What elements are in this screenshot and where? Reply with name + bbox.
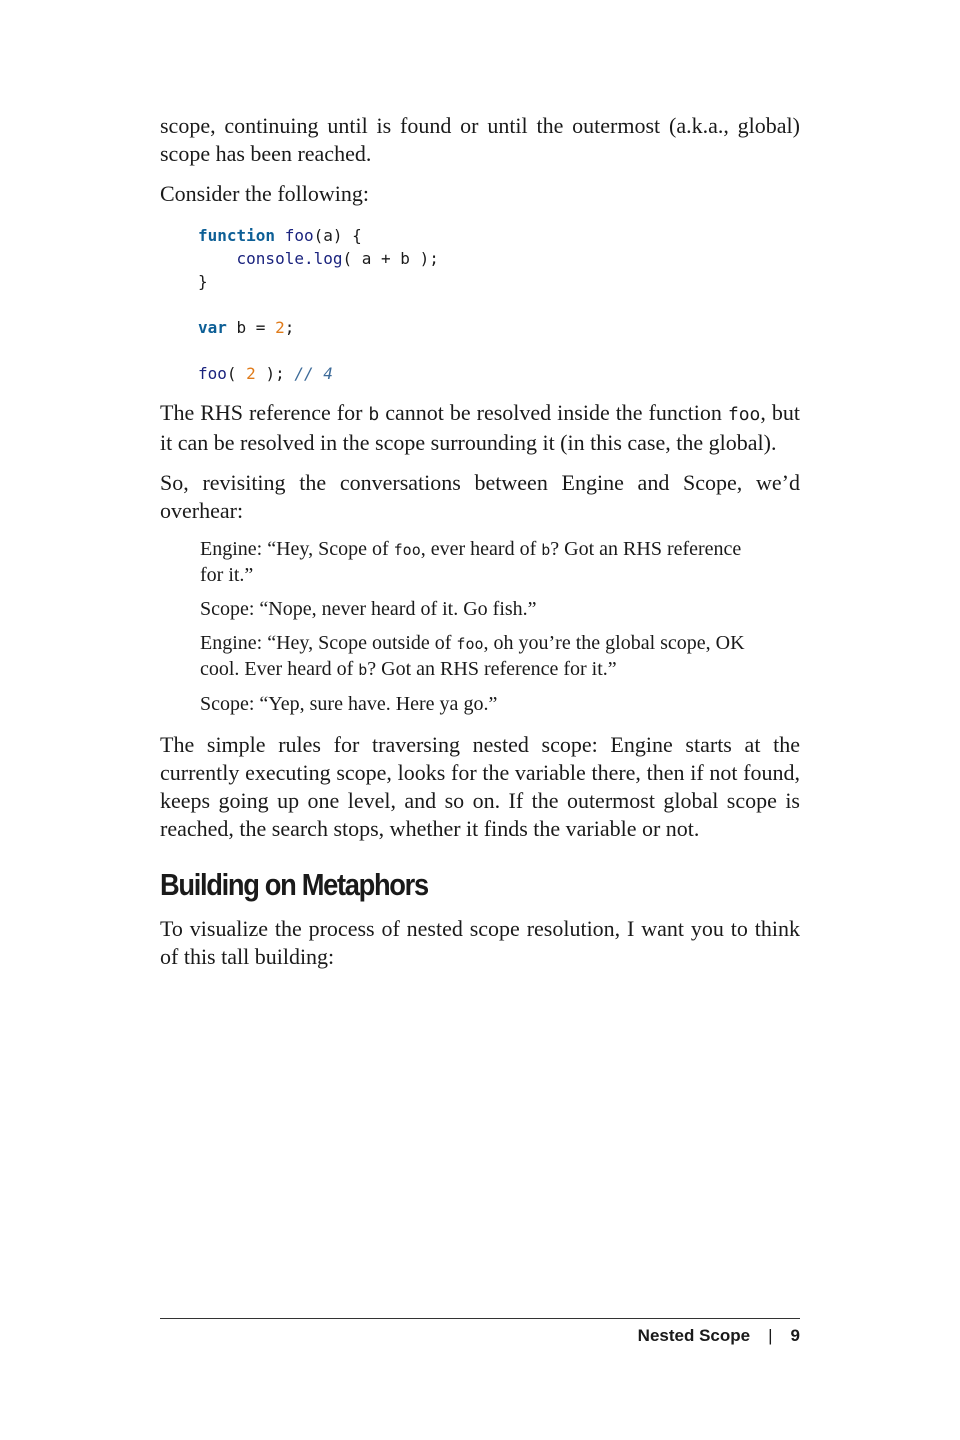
footer-section-title: Nested Scope: [637, 1326, 751, 1345]
text: ? Got an RHS reference for it.”: [200, 538, 742, 586]
footer-separator: |: [768, 1326, 773, 1345]
text: Engine: “Hey, Scope outside of: [200, 632, 457, 654]
code-keyword: function: [198, 226, 276, 245]
text: Engine: “Hey, Scope of: [200, 538, 394, 560]
dialog-line: Scope: “Nope, never heard of it. Go fish.”: [200, 598, 537, 620]
dialog-line: Scope: “Yep, sure have. Here ya go.”: [200, 693, 498, 715]
page-number: 9: [790, 1326, 800, 1345]
inline-code: b: [358, 661, 368, 679]
code-text: ( a + b );: [342, 249, 439, 268]
page-footer: [638, 1326, 800, 1346]
code-block: [198, 224, 800, 385]
paragraph: [160, 399, 800, 457]
code-function-name: foo: [198, 364, 227, 383]
footer-divider: [160, 1318, 800, 1319]
code-text: );: [255, 364, 295, 383]
inline-code: foo: [456, 635, 484, 653]
inline-code: b: [541, 541, 551, 559]
code-comment: // 4: [294, 364, 333, 383]
text: ? Got an RHS reference for it.”: [367, 658, 617, 680]
paragraph: scope, continuing until is found or until the outermost (a.k.a., global) scope has been reached.: [160, 113, 800, 166]
code-indent: [198, 249, 237, 268]
text: , oh you’re the global scope, OK cool. Ever heard of: [200, 632, 745, 680]
paragraph: To visualize the process of nested scope resolution, I want you to think of this tall building:: [160, 916, 800, 969]
code-text: (: [226, 364, 247, 383]
code-call: console.log: [236, 249, 343, 268]
inline-code: b: [368, 404, 380, 425]
text: cannot be resolved inside the function: [379, 400, 728, 425]
code-text: ;: [284, 318, 295, 337]
inline-code: foo: [727, 404, 761, 425]
code-number: 2: [246, 364, 256, 383]
text: , but it can be resolved in the scope surrounding it (in this case, the global).: [160, 400, 800, 455]
code-function-name: foo: [284, 226, 314, 245]
section-heading: Building on Metaphors: [160, 867, 428, 902]
text: , ever heard of: [420, 538, 542, 560]
code-keyword: var: [198, 318, 227, 337]
code-text: }: [198, 272, 208, 291]
paragraph: The simple rules for traversing nested scope: Engine starts at the currently executing scope, looks for the variable there, then if not found, keeps going up one level, and so on. If the outermost global scope is reached, the search stops, whether it finds the variable or not.: [160, 732, 800, 841]
paragraph: So, revisiting the conversations between Engine and Scope, we’d overhear:: [160, 470, 800, 523]
dialog-block: [200, 537, 760, 717]
inline-code: foo: [393, 541, 421, 559]
dialog-line: [200, 631, 760, 683]
dialog-line: [200, 537, 760, 588]
paragraph: Consider the following:: [160, 181, 369, 206]
code-text: b =: [226, 318, 276, 337]
text: The RHS reference for: [160, 400, 369, 425]
page-content: [160, 112, 800, 983]
code-number: 2: [275, 318, 285, 337]
code-text: (a) {: [313, 226, 362, 245]
